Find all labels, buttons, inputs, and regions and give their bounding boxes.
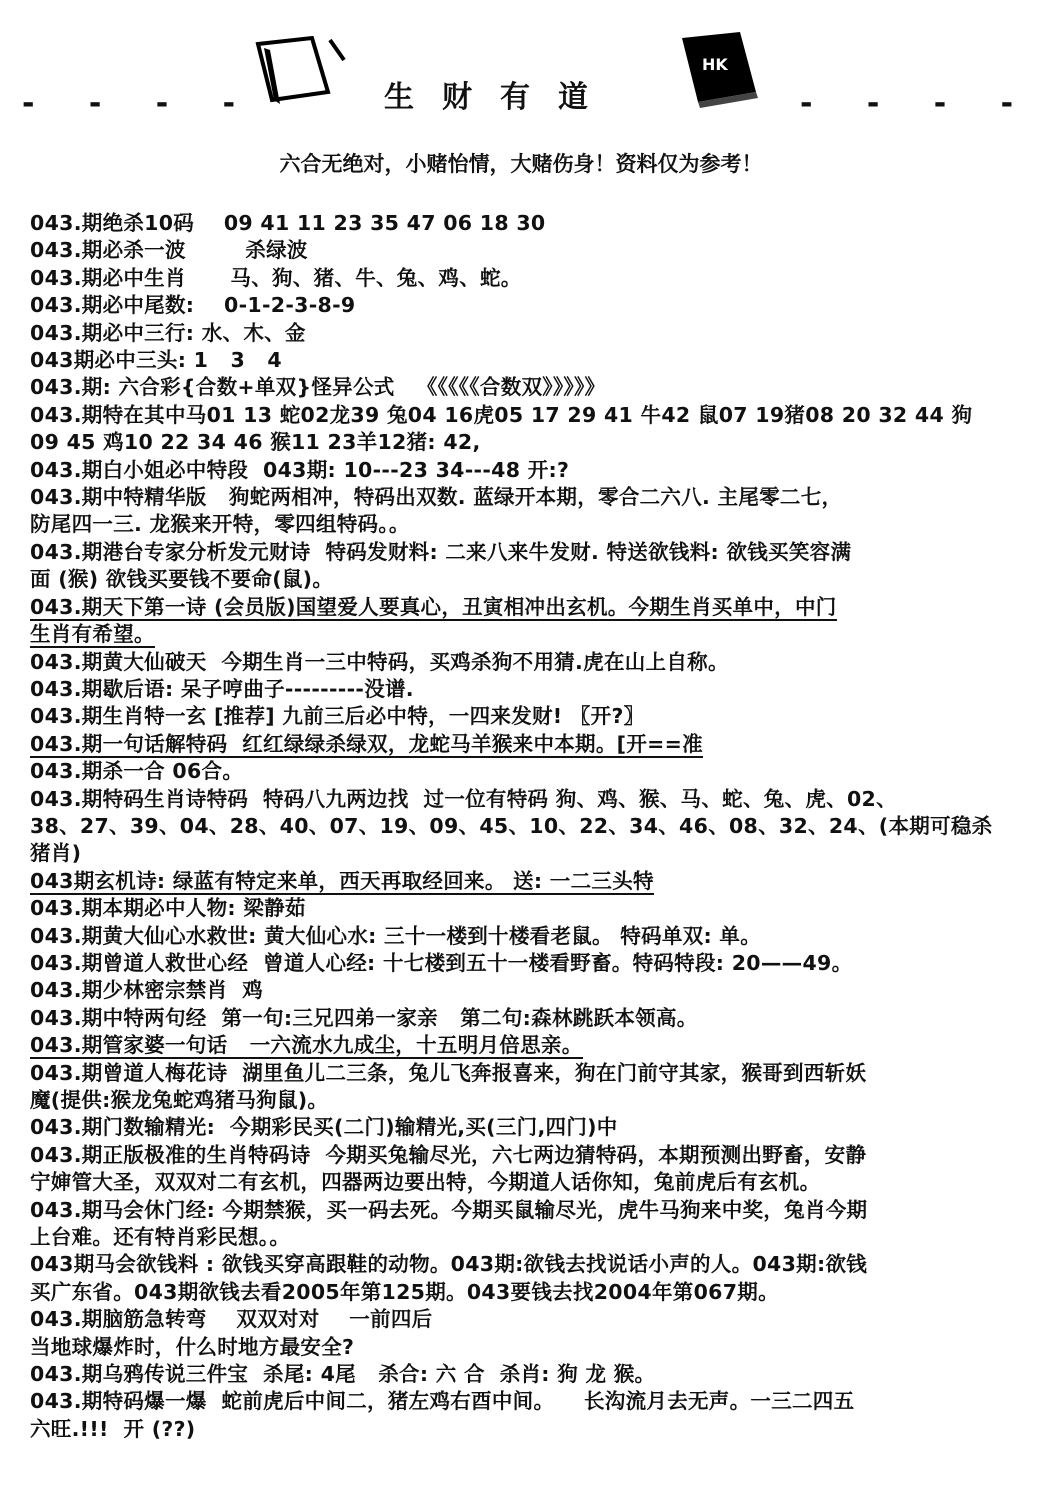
prediction-line [30,292,1005,319]
prediction-line [30,566,1005,593]
prediction-line-text: 043.期脑筋急转弯 双双对对 一前四后 [30,1307,433,1332]
prediction-line-text: 043.期歇后语: 呆子哼曲子---------没谱. [30,676,414,701]
prediction-line-text: 043.期生肖特一玄 [推荐] 九前三后必中特，一四来发财! 〖开?〗 [30,704,645,729]
prediction-line-text: 宁婶管大圣，双双对二有玄机，四器两边要出特，今期道人话你知，兔前虎后有玄机。 [30,1170,821,1195]
prediction-line-text: 043.期黄大仙破天 今期生肖一三中特码，买鸡杀狗不用猜.虎在山上自称。 [30,649,729,674]
prediction-line-text: 043.期必中尾数: 0-1-2-3-8-9 [30,293,356,318]
prediction-line [30,210,1005,237]
prediction-line-text: 043.期特码生肖诗特码 特码八九两边找 过一位有特码 狗、鸡、猴、马、蛇、兔、虎、02、 [30,786,897,811]
disclaimer: 六合无绝对，小赌怡情，大赌伤身！资料仅为参考！ [279,152,763,176]
prediction-line-text: 043.期: 六合彩{合数+单双}怪异公式 《《《《《合数双》》》》》 [30,375,606,400]
prediction-line [30,237,1005,264]
prediction-line-text: 043.期正版极准的生肖特码诗 今期买兔输尽光，六七两边猜特码，本期预测出野畜，安静 [30,1142,867,1167]
prediction-line [30,1251,1005,1278]
prediction-line [30,374,1005,401]
open-book-icon [250,30,350,110]
prediction-line-text: 043.期管家婆一句话 一六流水九成尘，十五明月倍思亲。 [30,1033,583,1058]
prediction-line [30,402,1005,429]
prediction-line-text: 043.期门数输精光: 今期彩民买(二门)输精光,买(三门,四门)中 [30,1115,618,1140]
prediction-line-text: 043.期曾道人救世心经 曾道人心经: 十七楼到五十一楼看野畜。特码特段: 20——49。 [30,950,853,975]
prediction-line [30,1279,1005,1306]
prediction-line-text: 043.期必中三行: 水、木、金 [30,320,306,345]
prediction-line [30,621,1005,648]
header-dashes-right: - - - - [800,86,1036,121]
prediction-line-text: 043.期一句话解特码 红红绿绿杀绿双，龙蛇马羊猴来中本期。[开==准 [30,731,703,756]
prediction-line [30,1169,1005,1196]
prediction-line [30,1142,1005,1169]
prediction-line [30,758,1005,785]
prediction-line [30,1060,1005,1087]
prediction-line [30,731,1005,758]
prediction-line-text: 043.期杀一合 06合。 [30,759,244,784]
prediction-line-text: 043.期中特两句经 第一句:三兄四弟一家亲 第二句:森林跳跃本领高。 [30,1005,698,1030]
prediction-line-text: 043期玄机诗: 绿蓝有特定来单，西天再取经回来。 送: 一二三头特 [30,868,654,893]
prediction-line-text: 043期必中三头: 1 3 4 [30,348,282,373]
prediction-line [30,895,1005,922]
prediction-line [30,539,1005,566]
prediction-line-text: 买广东省。043期欲钱去看2005年第125期。043要钱去找2004年第067期。 [30,1279,779,1304]
prediction-line-text: 043.期港台专家分析发元财诗 特码发财料: 二来八来牛发财. 特送欲钱料: 欲钱买笑容满 [30,539,852,564]
prediction-line-text: 043.期特码爆一爆 蛇前虎后中间二，猪左鸡右酉中间。 长沟流月去无声。一三二四五 [30,1389,855,1414]
prediction-line-text: 防尾四一三. 龙猴来开特，零四组特码。。 [30,512,410,537]
prediction-line [30,676,1005,703]
prediction-line [30,429,1005,456]
prediction-line [30,703,1005,730]
prediction-line [30,347,1005,374]
prediction-line [30,484,1005,511]
prediction-line-text: 043.期必杀一波 杀绿波 [30,238,308,263]
book-icon [676,30,766,110]
prediction-line-text: 上台难。还有特肖彩民想。。 [30,1225,291,1250]
prediction-line [30,950,1005,977]
prediction-line-text: 魔(提供:猴龙兔蛇鸡猪马狗鼠)。 [30,1088,329,1112]
prediction-line [30,1197,1005,1224]
prediction-line [30,457,1005,484]
prediction-line [30,840,1005,867]
prediction-line [30,1005,1005,1032]
prediction-line [30,1388,1005,1415]
prediction-line-text: 043.期白小姐必中特段 043期: 10---23 34---48 开:? [30,457,570,482]
prediction-line-text: 六旺.!!! 开 (??) [30,1416,196,1441]
prediction-line [30,265,1005,292]
page-header [0,30,1042,120]
prediction-line [30,1361,1005,1388]
prediction-line-text: 043.期必中生肖 马、狗、猪、牛、兔、鸡、蛇。 [30,265,522,290]
prediction-line-text: 当地球爆炸时，什么时地方最安全? [30,1334,355,1359]
prediction-line [30,813,1005,840]
prediction-line [30,977,1005,1004]
prediction-line-text: 043.期中特精华版 狗蛇两相冲，特码出双数. 蓝绿开本期，零合二六八. 主尾零二七， [30,485,843,510]
prediction-line [30,1032,1005,1059]
prediction-line [30,1416,1005,1443]
prediction-line [30,786,1005,813]
prediction-line-text: 043.期黄大仙心水救世: 黄大仙心水: 三十一楼到十楼看老鼠。 特码单双: 单。 [30,923,762,948]
prediction-line-text: 043.期少林密宗禁肖 鸡 [30,978,264,1003]
prediction-line-text: 生肖有希望。 [30,622,155,647]
page-title: 生财有道 [384,80,616,115]
prediction-line-text: 面 (猴) 欲钱买要钱不要命(鼠)。 [30,567,334,592]
prediction-line [30,511,1005,538]
prediction-line-text: 043.期马会休门经: 今期禁猴，买一码去死。今期买鼠输尽光，虎牛马狗来中奖，兔肖今期 [30,1197,868,1222]
prediction-line-text: 043期马会欲钱料 : 欲钱买穿高跟鞋的动物。043期:欲钱去找说话小声的人。043期:欲钱 [30,1252,868,1277]
prediction-line [30,1087,1005,1114]
prediction-line-text: 09 45 鸡10 22 34 46 猴11 23羊12猪: 42, [30,430,481,455]
prediction-list [30,210,1005,1443]
prediction-line-text: 043.期绝杀10码 09 41 11 23 35 47 06 18 30 [30,211,546,235]
prediction-line-text: 043.期曾道人梅花诗 湖里鱼儿二三条，兔儿飞奔报喜来，狗在门前守其家，猴哥到西斩妖 [30,1060,867,1085]
prediction-line [30,1224,1005,1251]
header-dashes-left: - - - - [22,86,258,121]
prediction-line [30,868,1005,895]
prediction-line-text: 38、27、39、04、28、40、07、19、09、45、10、22、34、46、08、32、24、(本期可稳杀 [30,813,993,838]
prediction-line-text: 043.期特在其中马01 13 蛇02龙39 兔04 16虎05 17 29 41 牛42 鼠07 19猪08 20 32 44 狗 [30,402,973,427]
prediction-line-text: 猪肖) [30,841,82,866]
prediction-line [30,594,1005,621]
prediction-line [30,1114,1005,1141]
prediction-line [30,1334,1005,1361]
prediction-line-text: 043.期乌鸦传说三件宝 杀尾: 4尾 杀合: 六 合 杀肖: 狗 龙 猴。 [30,1362,656,1387]
prediction-line [30,1306,1005,1333]
prediction-line [30,923,1005,950]
prediction-line-text: 043.期天下第一诗 (会员版)国望爱人要真心，丑寅相冲出玄机。今期生肖买单中，中门 [30,594,837,619]
prediction-line [30,320,1005,347]
prediction-line-text: 043.期本期必中人物: 梁静茹 [30,896,306,921]
book-label: HK [702,55,728,74]
prediction-line [30,649,1005,676]
